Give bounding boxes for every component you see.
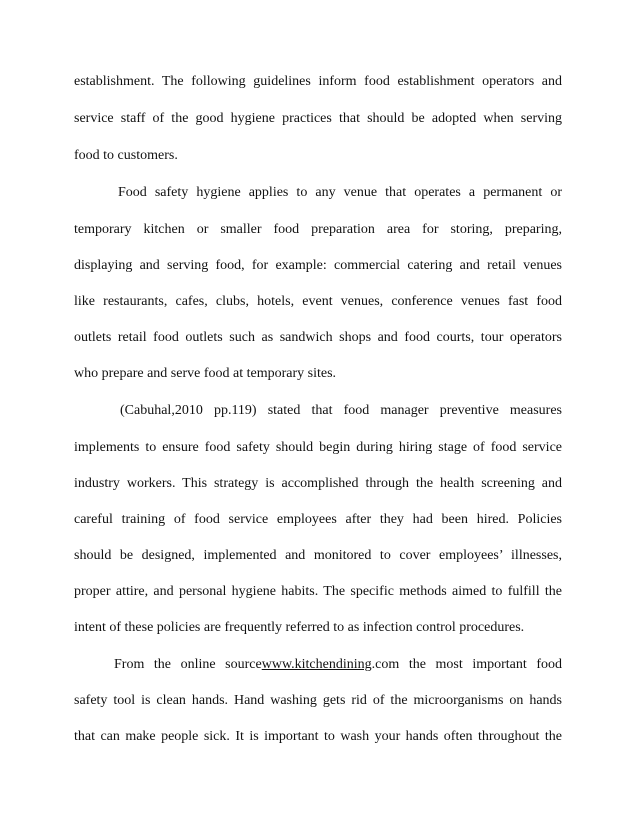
paragraph-2-line-5: outlets retail food outlets such as sandwich shops and food courts, tour operators: [74, 330, 562, 345]
paragraph-3-line-1: (Cabuhal,2010 pp.119) stated that food manager preventive measures: [120, 403, 562, 418]
kitchendining-link[interactable]: www.kitchendining: [261, 657, 372, 672]
paragraph-3-line-6: proper attire, and personal hygiene habits. The specific methods aimed to fulfill the: [74, 584, 562, 599]
paragraph-3-line-5: should be designed, implemented and monitored to cover employees’ illnesses,: [74, 548, 562, 563]
paragraph-3-line-3: industry workers. This strategy is accomplished through the health screening and: [74, 476, 562, 491]
paragraph-3-line-4: careful training of food service employees after they had been hired. Policies: [74, 512, 562, 527]
paragraph-2-line-4: like restaurants, cafes, clubs, hotels, event venues, conference venues fast food: [74, 294, 562, 309]
paragraph-1-line-3: food to customers.: [74, 148, 178, 163]
paragraph-2-line-3: displaying and serving food, for example: commercial catering and retail venues: [74, 258, 562, 273]
paragraph-2-line-2: temporary kitchen or smaller food preparation area for storing, preparing,: [74, 222, 562, 237]
paragraph-1-line-2: service staff of the good hygiene practices that should be adopted when serving: [74, 111, 562, 126]
paragraph-4-line-1: [114, 656, 562, 674]
paragraph-2-line-1: Food safety hygiene applies to any venue that operates a permanent or: [118, 185, 562, 200]
paragraph-4-line-2: safety tool is clean hands. Hand washing gets rid of the microorganisms on hands: [74, 693, 562, 708]
paragraph-2-line-6: who prepare and serve food at temporary sites.: [74, 366, 337, 381]
paragraph-1-line-1: establishment. The following guidelines inform food establishment operators and: [74, 74, 562, 89]
paragraph-4-line-3: that can make people sick. It is important to wash your hands often throughout the: [74, 729, 562, 744]
paragraph-3-line-2: implements to ensure food safety should begin during hiring stage of food service: [74, 440, 562, 455]
paragraph-4-text-before-link: From the online source: [114, 657, 262, 672]
paragraph-4-text-after-link: .com the most important food: [371, 657, 562, 672]
paragraph-3-line-7: intent of these policies are frequently referred to as infection control procedures.: [74, 620, 525, 635]
